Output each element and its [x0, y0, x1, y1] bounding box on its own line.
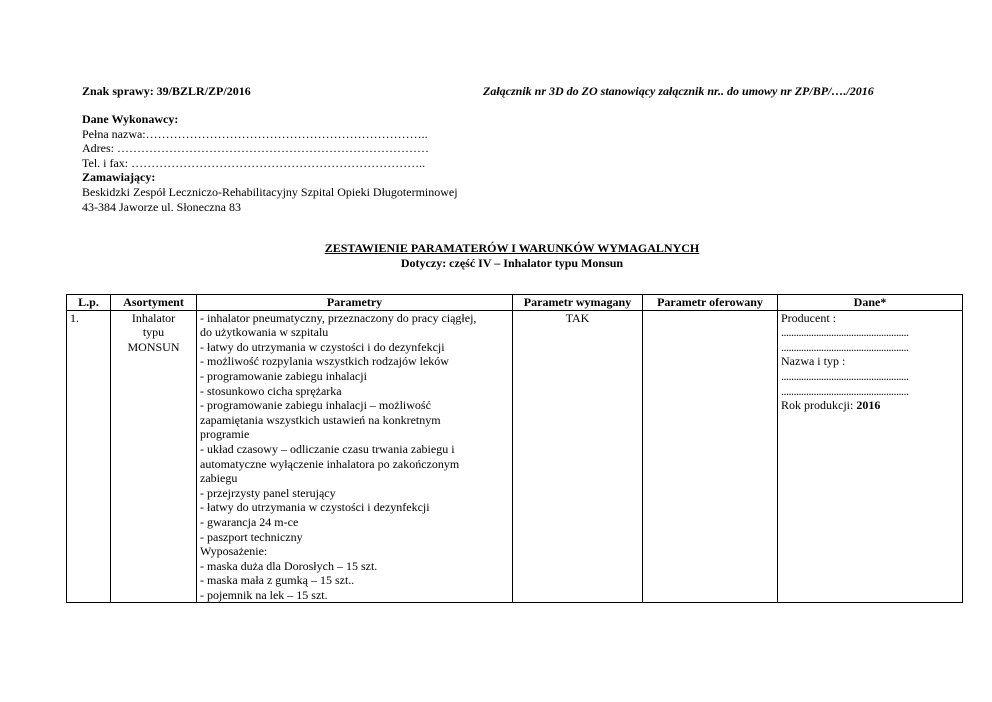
cell-asortyment: [111, 310, 197, 603]
asortyment-line: typu: [142, 325, 165, 340]
parameter-line: - pojemnik na lek – 15 szt.: [200, 587, 328, 602]
header-dane: Dane*: [778, 295, 963, 311]
production-year: [781, 398, 959, 413]
cell-parametr-oferowany[interactable]: [643, 310, 778, 603]
cell-lp: 1.: [67, 310, 111, 603]
parameter-line: - przejrzysty panel sterujący: [200, 485, 336, 500]
parameter-line: - stosunkowo cicha sprężarka: [200, 383, 342, 398]
parameter-line: - łatwy do utrzymania w czystości i do dezynfekcji: [200, 339, 445, 354]
contractor-name-line: Pełna nazwa:……………………………………………………………..: [82, 126, 428, 141]
asortyment-line: Inhalator: [131, 310, 176, 325]
table-header-row: [67, 295, 963, 311]
parameter-line: - programowanie zabiegu inhalacji – możliwość: [200, 398, 431, 413]
contractor-address-line: Adres: ……………………………………………………………………: [82, 141, 429, 156]
parameter-line: - maska mała z gumką – 15 szt..: [200, 573, 355, 588]
parameter-line: - łatwy do utrzymania w czystości i dezynfekcji: [200, 500, 430, 515]
document-reference: Znak sprawy: 39/BZLR/ZP/2016: [82, 84, 251, 98]
parameter-line: programie: [200, 427, 250, 442]
contractor-block: [82, 112, 458, 214]
production-year-value: 2016: [856, 398, 881, 413]
parameter-line: - gwarancja 24 m-ce: [200, 514, 299, 529]
header-parametry: Parametry: [197, 295, 513, 311]
producer-dots-line: ...................................................: [781, 339, 909, 354]
cell-parametr-wymagany: TAK: [513, 310, 643, 603]
parameter-line: zabiegu: [200, 471, 238, 486]
parameter-line: Wyposażenie:: [200, 544, 268, 559]
parameter-line: - inhalator pneumatyczny, przeznaczony do pracy ciągłej,: [200, 310, 477, 325]
parameter-line: - programowanie zabiegu inhalacji: [200, 368, 367, 383]
producer-label: Producent :: [781, 310, 836, 325]
model-dots-line: ...................................................: [781, 383, 909, 398]
producer-dots-line: ...................................................: [781, 325, 909, 340]
cell-parametry: [197, 310, 513, 603]
header-parametr-wymagany: Parametr wymagany: [513, 295, 643, 311]
contractor-phone-line: Tel. i fax: ………………………………………………………………..: [82, 155, 426, 170]
ordering-party-heading: Zamawiający:: [82, 170, 156, 185]
parameter-line: do użytkowania w szpitalu: [200, 325, 329, 340]
parameter-line: zapamiętania wszystkich ustawień na konkretnym: [200, 412, 441, 427]
model-label: Nazwa i typ :: [781, 354, 846, 369]
parameter-line: automatyczne wyłączenie inhalatora po zakończonym: [200, 456, 460, 471]
ordering-party-name: Beskidzki Zespół Leczniczo-Rehabilitacyjny Szpital Opieki Długoterminowej: [82, 184, 458, 199]
document-subtitle: Dotyczy: część IV – Inhalator typu Monsun: [400, 256, 624, 270]
parameter-line: - paszport techniczny: [200, 529, 303, 544]
parameter-line: - możliwość rozpylania wszystkich rodzajów leków: [200, 354, 449, 369]
annex-reference: Załącznik nr 3D do ZO stanowiący załącznik nr.. do umowy nr ZP/BP/…./2016: [483, 84, 874, 98]
asortyment-line: MONSUN: [127, 339, 180, 354]
production-year-label: Rok produkcji:: [781, 398, 854, 413]
ordering-party-address: 43-384 Jaworze ul. Słoneczna 83: [82, 199, 241, 214]
table-row: [67, 310, 963, 603]
model-dots-line: ...................................................: [781, 368, 909, 383]
document-title: ZESTAWIENIE PARAMATERÓW I WARUNKÓW WYMAGALNYCH: [324, 241, 700, 255]
header-lp: L.p.: [67, 295, 111, 311]
specification-table: [66, 294, 963, 603]
header-parametr-oferowany: Parametr oferowany: [643, 295, 778, 311]
header-asortyment: Asortyment: [111, 295, 197, 311]
parameter-line: - układ czasowy – odliczanie czasu trwania zabiegu i: [200, 441, 455, 456]
parameter-line: - maska duża dla Dorosłych – 15 szt.: [200, 558, 378, 573]
contractor-heading: Dane Wykonawcy:: [82, 112, 179, 126]
cell-dane: [778, 310, 963, 603]
